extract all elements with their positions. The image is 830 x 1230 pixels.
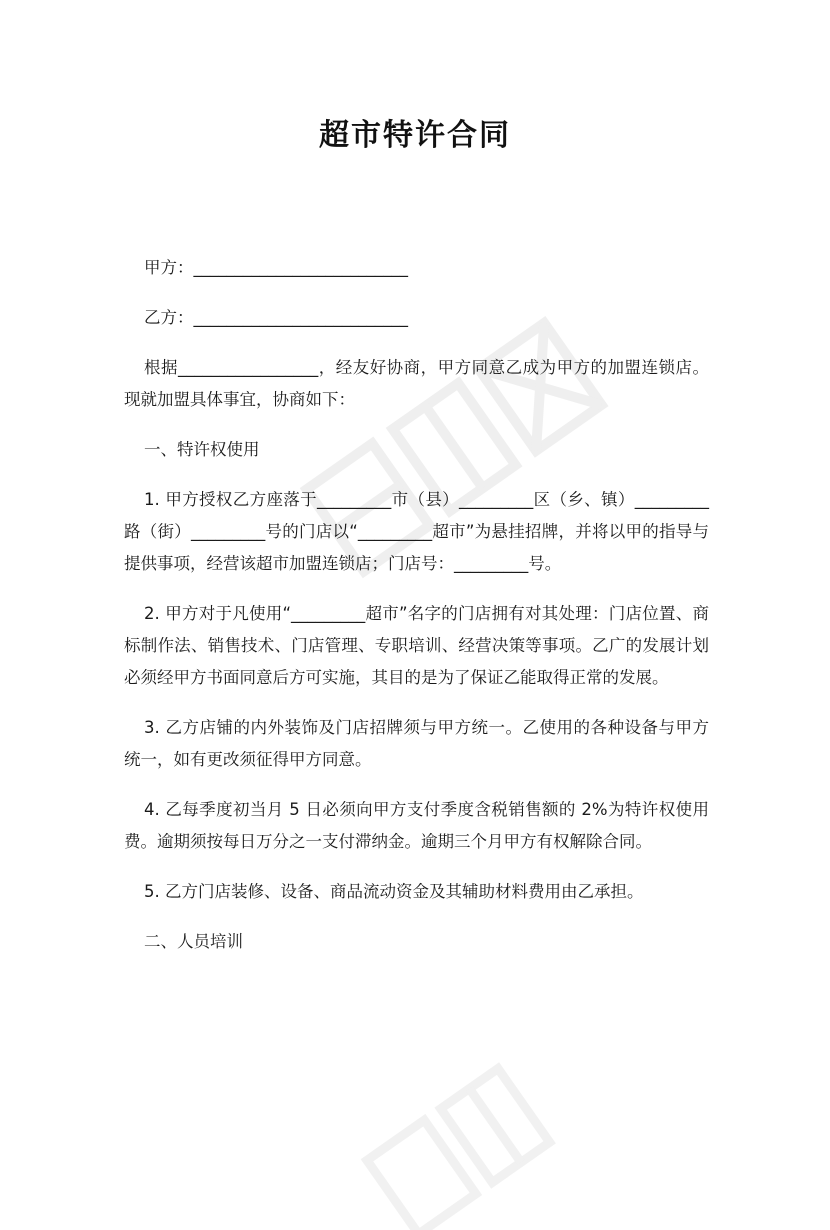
watermark-logo-bottom xyxy=(330,1030,630,1230)
clause-5: 5. 乙方门店装修、设备、商品流动资金及其辅助材料费用由乙承担。 xyxy=(144,882,644,901)
clause-3: 3. 乙方店铺的内外装饰及门店招牌须与甲方统一。乙使用的各种设备与甲方统一，如有更改须征得甲方同意。 xyxy=(124,718,709,769)
party-a-line: 甲方：__________________________ xyxy=(144,258,408,277)
section-heading-training: 二、人员培训 xyxy=(144,932,243,951)
clause-4: 4. 乙每季度初当月 5 日必须向甲方支付季度含税销售额的 2%为特许权使用费。逾期须按每日万分之一支付滞纳金。逾期三个月甲方有权解除合同。 xyxy=(124,800,709,851)
clause-1: 1. 甲方授权乙方座落于_________市（县）_________区（乡、镇）_________路（街）_________号的门店以“_________超市”为悬挂招牌，并将以甲的指导与提供事项，经营该超市加盟连锁店；门店号：_________号。 xyxy=(124,490,709,573)
section-heading-franchise: 一、特许权使用 xyxy=(144,440,260,459)
party-b-line: 乙方：__________________________ xyxy=(144,308,408,327)
document-body xyxy=(124,252,709,976)
clause-2: 2. 甲方对于凡使用“_________超市”名字的门店拥有对其处理：门店位置、商标制作法、销售技术、门店管理、专职培训、经营决策等事项。乙广的发展计划必须经甲方书面同意后方可实施，其目的是为了保证乙能取得正常的发展。 xyxy=(124,604,709,687)
preamble-paragraph: 根据_________________，经友好协商，甲方同意乙成为甲方的加盟连锁店。现就加盟具体事宜，协商如下： xyxy=(124,358,709,409)
page-title: 超市特许合同 xyxy=(319,118,511,153)
